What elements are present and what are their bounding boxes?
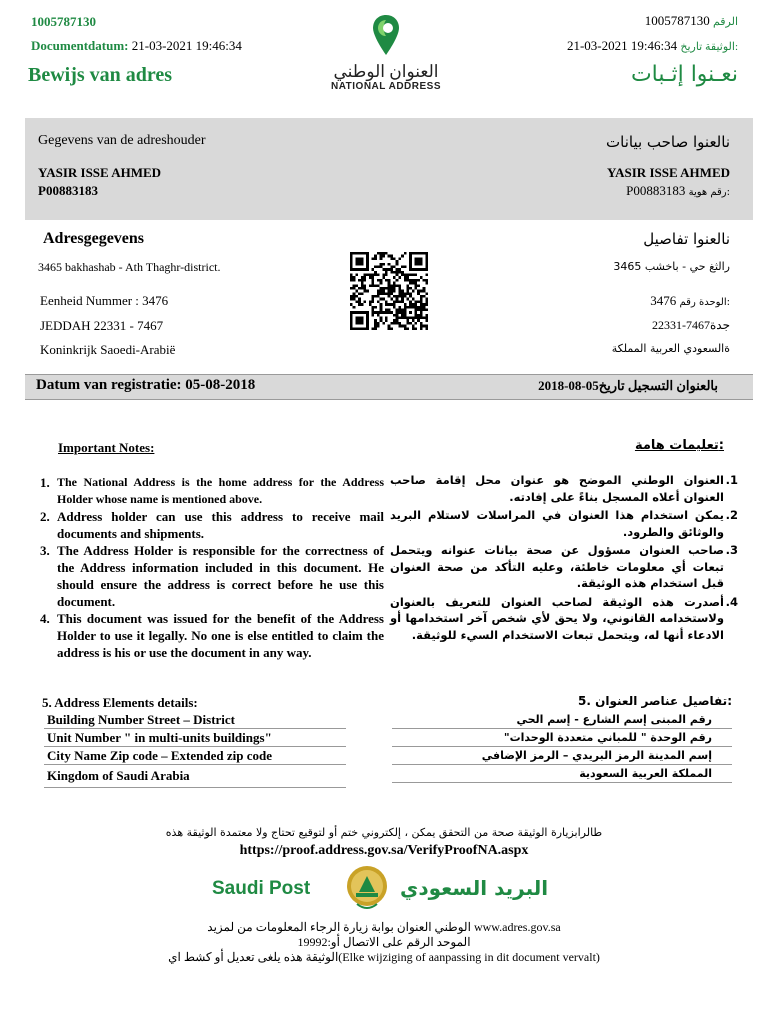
element-row-en: Kingdom of Saudi Arabia: [44, 765, 346, 788]
holder-name-ar: YASIR ISSE AHMED: [606, 165, 730, 180]
address-unit-ar-label: الوحدة رقم:: [679, 297, 730, 308]
location-pin-icon: [371, 14, 401, 56]
document-date-label: Documentdatum:: [31, 38, 129, 53]
address-unit-en: Eenheid Nummer : 3476: [40, 293, 169, 308]
note-item-en: [40, 610, 384, 661]
elements-title-ar: 5. تفاصيل عناصر العنوان:: [578, 694, 732, 708]
notes-list-ar: [390, 472, 738, 643]
address-section-title-ar: نالعنوا تفاصيل: [643, 230, 730, 248]
note-item-ar: [390, 507, 738, 540]
note-number: 4.: [725, 594, 738, 609]
doc-number-ar-label: الرقم: [712, 16, 738, 28]
footer-info-line-2: الموحد الرقم على الاتصال أو:19992: [297, 935, 471, 949]
verify-url-link[interactable]: https://proof.address.gov.sa/VerifyProofNA.aspx: [239, 843, 529, 858]
doc-number-ar-value: 1005787130: [644, 13, 710, 28]
footer-info-line-1: الوطني العنوان بوابة زيارة الرجاء المعلومات من لمزيد www.adres.gov.sa: [207, 920, 561, 934]
page-title-ar: نعـنوا إثـبات: [630, 62, 738, 87]
holder-section-title-ar: نالعنوا صاحب بيانات: [606, 133, 730, 151]
address-city-ar: جدة7467-22331: [651, 318, 730, 332]
element-row-en: City Name Zip code – Extended zip code: [44, 747, 346, 765]
holder-id-ar-label: رقم هوية:: [688, 187, 730, 198]
note-text: يمكن استخدام هذا العنوان في المراسلات لاستلام البريد والوثائق والطرود.: [390, 508, 724, 539]
note-item-en: [40, 508, 384, 542]
document-date-ar-label: الوثيقة تاريخ:: [680, 41, 738, 53]
document-date-ar-value: 21-03-2021 19:46:34: [566, 38, 678, 53]
address-street-en: 3465 bakhashab - Ath Thaghr-district.: [38, 260, 221, 274]
address-city-en: JEDDAH 22331 - 7467: [40, 318, 164, 333]
note-text: أصدرت هذه الوثيقة لصاحب العنوان للتعريف بالعنوان ولاستخدامه القانوني، ولا يحق لأي شخص آخر استخدامها أو الادعاء أنها له، ويتحمل تبعات الاستخدام السيء للوثيقة.: [390, 594, 724, 642]
note-number: 2.: [725, 508, 738, 522]
address-section-title-en: Adresgegevens: [43, 230, 145, 247]
element-row-ar: رقم الوحدة " للمباني متعددة الوحدات": [392, 729, 732, 747]
document-date-value: 21-03-2021 19:46:34: [131, 38, 242, 53]
note-text: The Address Holder is responsible for the correctness of the Address information included in this document. He should ensure the address is correct before he use this document.: [57, 543, 384, 609]
element-row-ar: رقم المبنى إسم الشارع - إسم الحي: [392, 711, 732, 729]
logo-text-ar: العنوان الوطني: [333, 62, 439, 81]
note-item-en: [40, 542, 384, 610]
national-address-logo: [325, 14, 447, 104]
note-item-ar: [390, 542, 738, 592]
registration-date-ar: بالعنوان التسجيل تاريخ05-08-2018: [538, 378, 718, 393]
page-title-en: Bewijs van adres: [28, 64, 173, 86]
note-number: 2.: [40, 509, 50, 524]
note-number: 3.: [725, 543, 738, 557]
doc-number: 1005787130: [31, 14, 96, 29]
address-country-en: Koninkrijk Saoedi-Arabië: [40, 342, 176, 357]
document-date: [31, 38, 242, 54]
note-number: 3.: [40, 543, 50, 558]
holder-id-ar: [626, 183, 730, 199]
verify-note-ar: طالرابزيارة الوثيقة صحة من التحقق يمكن ، إلكتروني ختم أو لتوقيع تحتاج ولا معتمدة الوثيقة هذه: [165, 826, 603, 839]
elements-table-ar: [392, 711, 732, 783]
holder-section-title-en: Gegevens van de adreshouder: [38, 133, 206, 148]
notes-title-en: Important Notes:: [58, 440, 155, 455]
note-text: Address holder can use this address to receive mail documents and shipments.: [57, 509, 384, 541]
holder-name-en: YASIR ISSE AHMED: [38, 165, 162, 180]
note-item-ar: [390, 594, 738, 644]
note-text: العنوان الوطني الموضح هو عنوان محل إقامة صاحب العنوان أعلاه المسجل بناءً على إفادته.: [390, 473, 724, 504]
address-country-ar: ةالسعودي العربية المملكة: [611, 342, 730, 355]
footer-info-line-3: الوثيقة هذه يلغى تعديل أو كشط اي(Elke wijziging of aanpassing in dit document vervalt): [168, 950, 600, 964]
logo-text-en: NATIONAL ADDRESS: [330, 81, 442, 92]
note-item-ar: [390, 472, 738, 505]
note-text: The National Address is the home address for the Address Holder whose name is mentioned above.: [57, 475, 384, 506]
note-number: 4.: [40, 611, 50, 626]
elements-table-en: [44, 711, 346, 788]
address-unit-ar: [650, 293, 730, 309]
doc-number-ar: [645, 13, 738, 29]
note-item-en: [40, 474, 384, 508]
note-text: This document was issued for the benefit of the Address Holder to use it legally. No one is else entitled to claim the address is his or use the document in any way.: [57, 611, 384, 660]
saudi-post-emblem-icon: [345, 864, 389, 912]
holder-id-en: P00883183: [38, 183, 98, 198]
document-date-ar: [567, 38, 738, 54]
address-unit-ar-value: 3476: [650, 293, 677, 308]
note-text: صاحب العنوان مسؤول عن صحة بيانات عنوانه ويتحمل تبعات أي معلومات خاطئة، وعليه التأكد من صحة العنوان قبل استخدام هذه الوثيقة.: [390, 543, 724, 590]
registration-date-en: Datum van registratie: 05-08-2018: [36, 377, 256, 393]
note-number: 1.: [725, 473, 738, 487]
note-number: 1.: [40, 475, 50, 490]
saudi-post-logo: [210, 864, 550, 914]
notes-title-ar: تعليمات هامة:: [634, 438, 724, 453]
address-street-ar: رالثغ حي - باخشب 3465: [613, 260, 730, 273]
element-row-ar: إسم المدينة الرمز البريدي – الرمز الإضافي: [392, 747, 732, 765]
element-row-ar: المملكة العربية السعودية: [392, 765, 732, 783]
notes-list-en: [40, 474, 384, 661]
element-row-en: Building Number Street – District: [44, 711, 346, 729]
saudi-post-text-en: Saudi Post: [212, 878, 311, 899]
qr-code[interactable]: [342, 252, 436, 330]
elements-title-en: 5. Address Elements details:: [42, 695, 198, 710]
element-row-en: Unit Number " in multi-units buildings": [44, 729, 346, 747]
holder-id-ar-value: P00883183: [626, 183, 686, 198]
saudi-post-text-ar: البريد السعودي: [400, 876, 549, 900]
